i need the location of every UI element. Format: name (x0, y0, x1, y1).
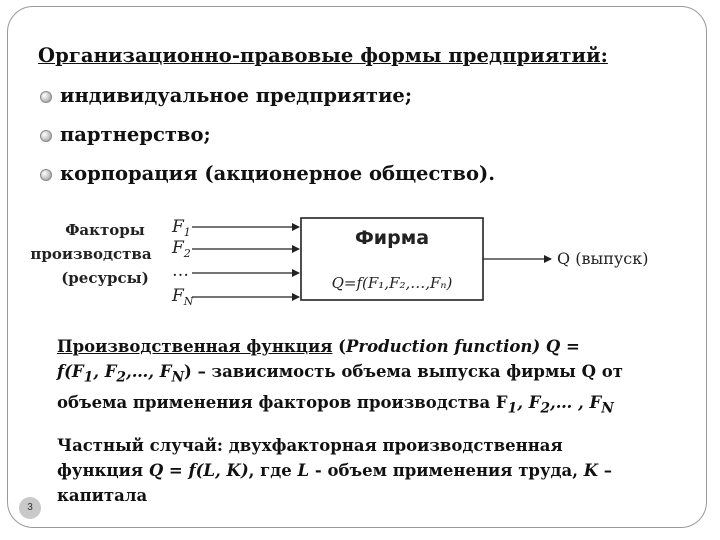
factors-label-line: (ресурсы) (61, 269, 149, 287)
input-label: … (172, 261, 189, 281)
list-item: корпорация (акционерное общество). (38, 161, 495, 200)
page-title: Организационно-правовые формы предприятий: (38, 44, 608, 67)
production-function-definition (57, 334, 623, 422)
special-case-text (57, 433, 612, 508)
firm-title: Фирма (354, 227, 430, 249)
text-line: Производственная функция (Production function) Q = (57, 337, 580, 356)
firm-formula: Q=f(F₁,F₂,…,Fₙ) (331, 274, 453, 292)
text-line: $f(F_1$, $F_2,\dots$, $F_N$) – зависимость объема выпуска фирмы Q от (57, 362, 623, 386)
list-item: индивидуальное предприятие; (38, 83, 495, 122)
factors-label-line: Факторы (65, 221, 145, 239)
text-line: объема применения факторов производства $F_1$, $F_2,\dots$ , $F_N$ (57, 393, 614, 417)
input-label: $F_2$ (172, 238, 191, 260)
list-item: партнерство; (38, 122, 495, 161)
input-label: $F_N$ (172, 286, 194, 308)
factors-label-line: производства (30, 245, 152, 263)
text-line: Частный случай: двухфакторная производственная (57, 436, 563, 455)
input-label: $F_1$ (172, 217, 191, 239)
text-line: капитала (57, 486, 148, 505)
text-line: функция Q = f(L, K), где L - объем применения труда, K – (57, 461, 613, 480)
slide-number-badge: 3 (19, 497, 41, 519)
output-label: Q (выпуск) (557, 249, 649, 268)
